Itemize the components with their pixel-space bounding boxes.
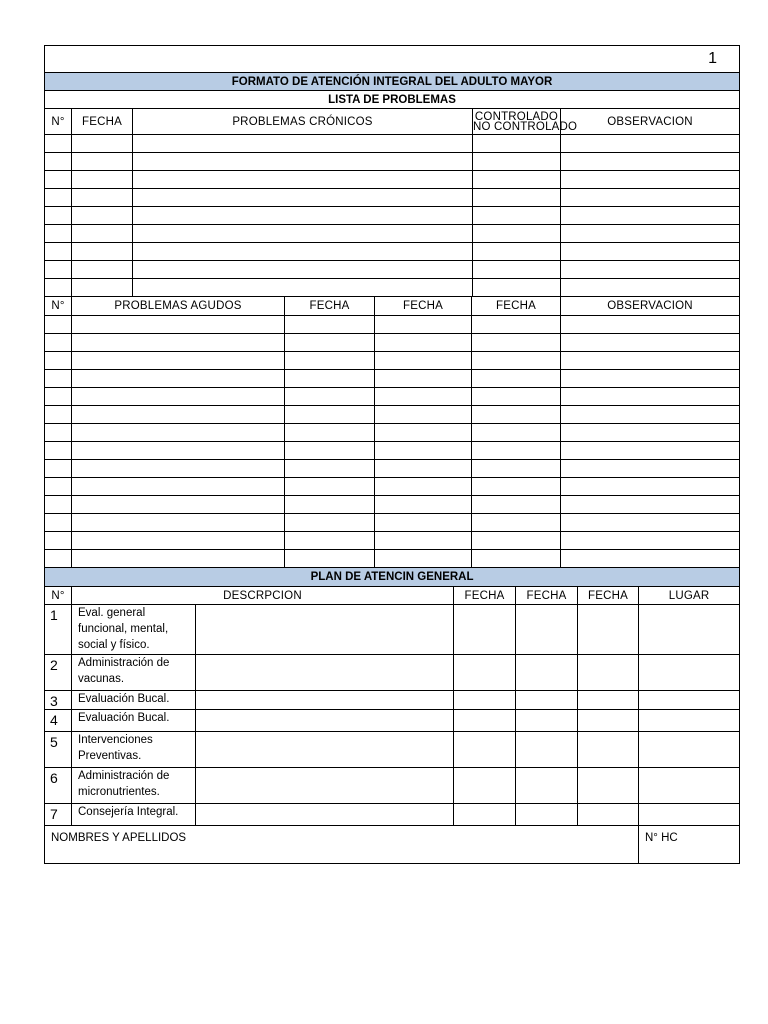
acute-row: [45, 424, 740, 442]
acute-row-cell[interactable]: [285, 316, 375, 334]
acute-row: [45, 532, 740, 550]
chronic-row-cell[interactable]: [72, 243, 133, 261]
chronic-row-cell[interactable]: [473, 171, 561, 189]
chronic-row-cell[interactable]: [133, 135, 473, 153]
plan-item-cell[interactable]: [454, 655, 516, 691]
chronic-row-cell[interactable]: [45, 225, 72, 243]
plan-item-cell[interactable]: [454, 768, 516, 804]
acute-row-cell[interactable]: [561, 532, 740, 550]
chronic-row-cell[interactable]: [72, 153, 133, 171]
acute-row-cell[interactable]: [72, 334, 285, 352]
acute-row-cell[interactable]: [45, 406, 72, 424]
plan-item-number: 7: [45, 804, 72, 826]
chronic-row-cell[interactable]: [45, 189, 72, 207]
acute-row-cell[interactable]: [45, 352, 72, 370]
plan-item-number: 3: [45, 691, 72, 710]
acute-row-cell[interactable]: [375, 334, 472, 352]
acute-row: [45, 496, 740, 514]
plan-item-cell[interactable]: [516, 691, 578, 710]
chronic-row-cell[interactable]: [473, 207, 561, 225]
acute-row-cell[interactable]: [285, 496, 375, 514]
acute-row-cell[interactable]: [45, 550, 72, 568]
plan-item-cell[interactable]: [639, 605, 740, 655]
plan-row: [45, 655, 740, 691]
acute-row-cell[interactable]: [45, 334, 72, 352]
chronic-problems-table: [44, 45, 740, 297]
acute-row-cell[interactable]: [375, 370, 472, 388]
acute-row-cell[interactable]: [561, 334, 740, 352]
plan-row: [45, 691, 740, 710]
chronic-row-cell[interactable]: [473, 225, 561, 243]
acute-row-cell[interactable]: [561, 352, 740, 370]
chronic-row-cell[interactable]: [45, 279, 72, 297]
acute-row-cell[interactable]: [561, 478, 740, 496]
acute-rows: [45, 316, 740, 568]
chronic-row-cell[interactable]: [561, 279, 740, 297]
acute-row-cell[interactable]: [375, 424, 472, 442]
acute-row-cell[interactable]: [72, 370, 285, 388]
chronic-row-cell[interactable]: [133, 153, 473, 171]
chronic-row-cell[interactable]: [72, 135, 133, 153]
acute-row: [45, 316, 740, 334]
acute-row-cell[interactable]: [561, 496, 740, 514]
plan-item-cell[interactable]: [516, 605, 578, 655]
acute-row-cell[interactable]: [472, 514, 561, 532]
chronic-row-cell[interactable]: [45, 135, 72, 153]
chronic-row-cell[interactable]: [473, 243, 561, 261]
plan-item-cell[interactable]: [639, 710, 740, 732]
chronic-row-cell[interactable]: [473, 279, 561, 297]
chronic-row: [45, 207, 740, 225]
chronic-date-header: FECHA: [72, 109, 133, 135]
acute-row-cell[interactable]: [45, 388, 72, 406]
plan-item-cell[interactable]: [516, 710, 578, 732]
acute-row-cell[interactable]: [285, 532, 375, 550]
plan-rows: [45, 605, 740, 826]
chronic-row: [45, 261, 740, 279]
acute-row-cell[interactable]: [375, 406, 472, 424]
chronic-row-cell[interactable]: [561, 135, 740, 153]
plan-item-number: 1: [45, 605, 72, 655]
acute-row-cell[interactable]: [45, 424, 72, 442]
acute-row-cell[interactable]: [45, 370, 72, 388]
chronic-row-cell[interactable]: [473, 261, 561, 279]
plan-item-cell[interactable]: [639, 691, 740, 710]
acute-row-cell[interactable]: [45, 532, 72, 550]
acute-row-cell[interactable]: [561, 316, 740, 334]
chronic-row-cell[interactable]: [133, 189, 473, 207]
plan-item-description: Evaluación Bucal.: [72, 691, 196, 710]
chronic-row-cell[interactable]: [45, 153, 72, 171]
acute-row-cell[interactable]: [72, 406, 285, 424]
plan-item-cell[interactable]: [639, 768, 740, 804]
chronic-row-cell[interactable]: [72, 171, 133, 189]
not-controlled-label: NO CONTROLADO: [473, 120, 578, 133]
chronic-row-cell[interactable]: [45, 207, 72, 225]
chronic-row: [45, 171, 740, 189]
chronic-row-cell[interactable]: [561, 261, 740, 279]
acute-observation-header: OBSERVACION: [561, 297, 740, 316]
plan-place-header: LUGAR: [639, 587, 740, 605]
acute-row-cell[interactable]: [45, 478, 72, 496]
plan-title: PLAN DE ATENCIN GENERAL: [45, 568, 740, 587]
acute-row: [45, 442, 740, 460]
acute-row: [45, 550, 740, 568]
chronic-row-cell[interactable]: [72, 225, 133, 243]
chronic-num-header: N°: [45, 109, 72, 135]
acute-row-cell[interactable]: [472, 496, 561, 514]
plan-item-description: Eval. general funcional, mental, social y físico.: [72, 605, 196, 655]
plan-item-cell[interactable]: [578, 691, 639, 710]
chronic-row-cell[interactable]: [72, 279, 133, 297]
acute-row-cell[interactable]: [472, 424, 561, 442]
acute-row-cell[interactable]: [285, 406, 375, 424]
plan-date3-header: FECHA: [578, 587, 639, 605]
acute-row-cell[interactable]: [561, 514, 740, 532]
acute-row-cell[interactable]: [472, 460, 561, 478]
acute-row-cell[interactable]: [375, 316, 472, 334]
chronic-row-cell[interactable]: [473, 189, 561, 207]
acute-row-cell[interactable]: [285, 370, 375, 388]
acute-row-cell[interactable]: [472, 334, 561, 352]
plan-description-header: DESCRPCION: [72, 587, 454, 605]
names-field[interactable]: NOMBRES Y APELLIDOS: [45, 826, 639, 864]
acute-row-cell[interactable]: [45, 496, 72, 514]
plan-item-number: 2: [45, 655, 72, 691]
plan-item-cell[interactable]: [578, 655, 639, 691]
plan-item-number: 5: [45, 732, 72, 768]
acute-row-cell[interactable]: [285, 388, 375, 406]
plan-item-cell[interactable]: [578, 732, 639, 768]
chronic-row-cell[interactable]: [45, 261, 72, 279]
acute-row-cell[interactable]: [72, 550, 285, 568]
form-title: FORMATO DE ATENCIÓN INTEGRAL DEL ADULTO MAYOR: [45, 73, 740, 91]
acute-row-cell[interactable]: [72, 316, 285, 334]
acute-row: [45, 460, 740, 478]
acute-row: [45, 352, 740, 370]
acute-row-cell[interactable]: [375, 550, 472, 568]
chronic-row-cell[interactable]: [561, 243, 740, 261]
plan-item-cell[interactable]: [196, 655, 454, 691]
hc-field[interactable]: N° HC: [639, 826, 740, 864]
acute-row-cell[interactable]: [72, 514, 285, 532]
acute-row-cell[interactable]: [561, 370, 740, 388]
acute-row-cell[interactable]: [561, 406, 740, 424]
plan-row: [45, 804, 740, 826]
plan-item-cell[interactable]: [454, 732, 516, 768]
chronic-row-cell[interactable]: [72, 189, 133, 207]
acute-row-cell[interactable]: [72, 352, 285, 370]
acute-date2-header: FECHA: [375, 297, 472, 316]
form-sheet: [44, 45, 739, 864]
acute-row-cell[interactable]: [285, 460, 375, 478]
chronic-row-cell[interactable]: [133, 207, 473, 225]
acute-row-cell[interactable]: [72, 460, 285, 478]
acute-row-cell[interactable]: [561, 424, 740, 442]
acute-date1-header: FECHA: [285, 297, 375, 316]
acute-row-cell[interactable]: [472, 442, 561, 460]
plan-item-cell[interactable]: [196, 804, 454, 826]
plan-date1-header: FECHA: [454, 587, 516, 605]
acute-row-cell[interactable]: [472, 370, 561, 388]
chronic-row-cell[interactable]: [133, 279, 473, 297]
plan-item-cell[interactable]: [639, 732, 740, 768]
acute-row-cell[interactable]: [375, 460, 472, 478]
acute-row-cell[interactable]: [561, 442, 740, 460]
plan-item-cell[interactable]: [639, 655, 740, 691]
chronic-row-cell[interactable]: [45, 243, 72, 261]
form-subtitle: LISTA DE PROBLEMAS: [45, 91, 740, 109]
acute-problems-header: PROBLEMAS AGUDOS: [72, 297, 285, 316]
page-number: 1: [45, 46, 740, 73]
plan-item-cell[interactable]: [578, 605, 639, 655]
plan-num-header: N°: [45, 587, 72, 605]
chronic-row-cell[interactable]: [133, 171, 473, 189]
acute-row-cell[interactable]: [285, 352, 375, 370]
acute-row-cell[interactable]: [45, 442, 72, 460]
chronic-row-cell[interactable]: [561, 153, 740, 171]
plan-item-cell[interactable]: [516, 655, 578, 691]
plan-item-cell[interactable]: [196, 732, 454, 768]
plan-item-cell[interactable]: [454, 605, 516, 655]
chronic-row: [45, 225, 740, 243]
chronic-row-cell[interactable]: [133, 243, 473, 261]
acute-row-cell[interactable]: [375, 442, 472, 460]
plan-row: [45, 768, 740, 804]
plan-item-cell[interactable]: [578, 710, 639, 732]
plan-item-cell[interactable]: [454, 710, 516, 732]
plan-item-description: Intervenciones Preventivas.: [72, 732, 196, 768]
acute-row: [45, 406, 740, 424]
acute-row-cell[interactable]: [472, 406, 561, 424]
chronic-row-cell[interactable]: [133, 225, 473, 243]
plan-item-description: Administración de vacunas.: [72, 655, 196, 691]
plan-item-cell[interactable]: [516, 768, 578, 804]
acute-row-cell[interactable]: [561, 388, 740, 406]
acute-row: [45, 478, 740, 496]
acute-row-cell[interactable]: [72, 532, 285, 550]
acute-row-cell[interactable]: [285, 514, 375, 532]
chronic-row-cell[interactable]: [561, 189, 740, 207]
acute-row-cell[interactable]: [285, 334, 375, 352]
acute-row-cell[interactable]: [375, 514, 472, 532]
acute-row-cell[interactable]: [45, 460, 72, 478]
acute-row-cell[interactable]: [45, 316, 72, 334]
acute-row-cell[interactable]: [72, 478, 285, 496]
chronic-row: [45, 189, 740, 207]
chronic-row-cell[interactable]: [45, 171, 72, 189]
plan-item-cell[interactable]: [196, 768, 454, 804]
acute-row-cell[interactable]: [561, 460, 740, 478]
acute-row-cell[interactable]: [561, 550, 740, 568]
acute-date3-header: FECHA: [472, 297, 561, 316]
plan-item-number: 4: [45, 710, 72, 732]
plan-item-cell[interactable]: [639, 804, 740, 826]
acute-row: [45, 334, 740, 352]
plan-item-cell[interactable]: [578, 768, 639, 804]
acute-row-cell[interactable]: [285, 478, 375, 496]
chronic-row-cell[interactable]: [72, 261, 133, 279]
plan-item-cell[interactable]: [196, 691, 454, 710]
acute-row-cell[interactable]: [72, 496, 285, 514]
plan-item-cell[interactable]: [196, 710, 454, 732]
chronic-row: [45, 243, 740, 261]
chronic-row-cell[interactable]: [561, 171, 740, 189]
acute-row-cell[interactable]: [472, 532, 561, 550]
plan-item-cell[interactable]: [196, 605, 454, 655]
plan-item-description: Consejería Integral.: [72, 804, 196, 826]
acute-row-cell[interactable]: [375, 388, 472, 406]
acute-row-cell[interactable]: [375, 478, 472, 496]
acute-row-cell[interactable]: [72, 388, 285, 406]
plan-row: [45, 732, 740, 768]
acute-row-cell[interactable]: [72, 424, 285, 442]
acute-row-cell[interactable]: [45, 514, 72, 532]
plan-item-cell[interactable]: [454, 691, 516, 710]
acute-row-cell[interactable]: [375, 352, 472, 370]
acute-row-cell[interactable]: [375, 496, 472, 514]
acute-problems-table: [44, 296, 740, 568]
acute-row: [45, 388, 740, 406]
plan-item-cell[interactable]: [578, 804, 639, 826]
acute-row-cell[interactable]: [472, 478, 561, 496]
acute-row-cell[interactable]: [472, 352, 561, 370]
chronic-row: [45, 135, 740, 153]
plan-table: [44, 567, 740, 864]
acute-row-cell[interactable]: [472, 550, 561, 568]
plan-row: [45, 605, 740, 655]
chronic-row-cell[interactable]: [72, 207, 133, 225]
chronic-row-cell[interactable]: [561, 225, 740, 243]
chronic-rows: [45, 135, 740, 297]
chronic-row: [45, 153, 740, 171]
acute-row-cell[interactable]: [375, 532, 472, 550]
chronic-problems-header: PROBLEMAS CRÓNICOS: [133, 109, 473, 135]
acute-row-cell[interactable]: [285, 442, 375, 460]
chronic-row-cell[interactable]: [561, 207, 740, 225]
chronic-row-cell[interactable]: [473, 135, 561, 153]
plan-item-cell[interactable]: [454, 804, 516, 826]
plan-row: [45, 710, 740, 732]
acute-row-cell[interactable]: [285, 550, 375, 568]
controlled-label: CONTROLADO: [474, 110, 559, 123]
chronic-observation-header: OBSERVACION: [561, 109, 740, 135]
chronic-row-cell[interactable]: [133, 261, 473, 279]
plan-item-cell[interactable]: [516, 732, 578, 768]
plan-item-cell[interactable]: [516, 804, 578, 826]
plan-item-number: 6: [45, 768, 72, 804]
plan-item-description: Evaluación Bucal.: [72, 710, 196, 732]
acute-row-cell[interactable]: [285, 424, 375, 442]
acute-row: [45, 514, 740, 532]
plan-date2-header: FECHA: [516, 587, 578, 605]
acute-row-cell[interactable]: [472, 316, 561, 334]
chronic-row-cell[interactable]: [473, 153, 561, 171]
acute-row-cell[interactable]: [472, 388, 561, 406]
chronic-controlled-header: [473, 109, 578, 135]
acute-row-cell[interactable]: [72, 442, 285, 460]
acute-num-header: N°: [45, 297, 72, 316]
acute-row: [45, 370, 740, 388]
chronic-row: [45, 279, 740, 297]
plan-item-description: Administración de micronutrientes.: [72, 768, 196, 804]
